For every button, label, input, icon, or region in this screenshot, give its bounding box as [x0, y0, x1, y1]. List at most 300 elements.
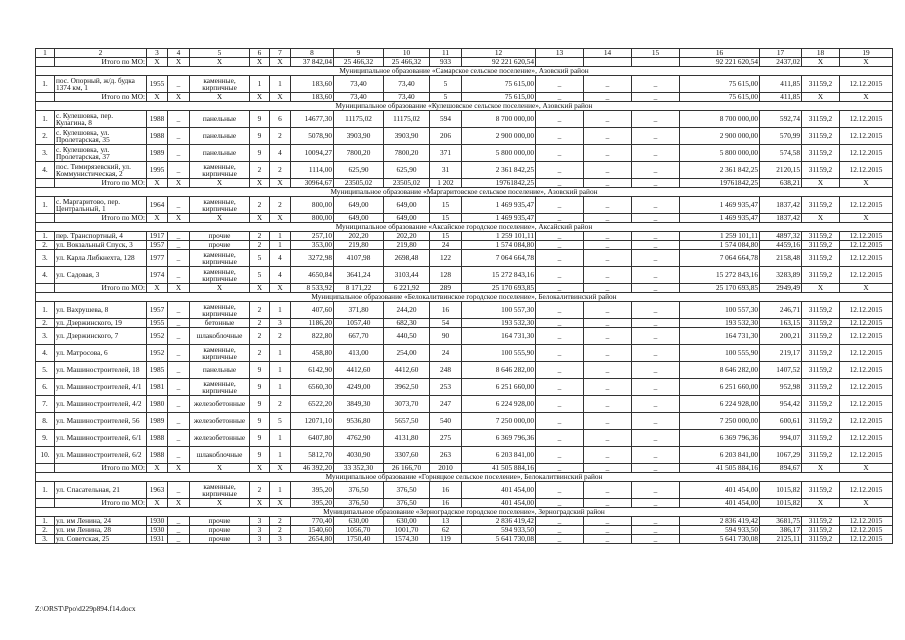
- table-cell: 5.: [36, 362, 55, 379]
- table-cell: X: [840, 464, 893, 473]
- table-cell: каменные, кирпичные: [190, 267, 250, 284]
- table-cell: 1931: [147, 535, 168, 544]
- table-cell: 1988: [147, 430, 168, 447]
- table-cell: [584, 58, 632, 67]
- table-cell: 31: [430, 162, 462, 179]
- table-cell: 2: [250, 302, 270, 319]
- table-cell: 1988: [147, 128, 168, 145]
- table-cell: 5657,50: [384, 413, 430, 430]
- table-cell: 31159,2: [802, 319, 840, 328]
- table-cell: _: [536, 345, 584, 362]
- table-cell: _: [536, 284, 584, 293]
- table-cell: _: [168, 197, 190, 214]
- municipality-section-row: [36, 67, 893, 76]
- table-cell: _: [584, 93, 632, 102]
- table-row: [36, 319, 893, 328]
- table-cell: 183,60: [291, 93, 334, 102]
- table-cell: X: [840, 284, 893, 293]
- table-cell: 75 615,00: [462, 76, 536, 93]
- table-cell: 822,80: [291, 328, 334, 345]
- table-cell: ул. им Ленина, 24: [55, 517, 147, 526]
- table-cell: _: [536, 535, 584, 544]
- table-cell: _: [536, 214, 584, 223]
- table-cell: _: [168, 76, 190, 93]
- table-cell: 592,74: [760, 111, 802, 128]
- table-cell: 9: [250, 362, 270, 379]
- table-cell: 3.: [36, 250, 55, 267]
- table-cell: 10.: [36, 447, 55, 464]
- table-cell: 4459,16: [760, 241, 802, 250]
- table-cell: 31159,2: [802, 345, 840, 362]
- table-cell: _: [584, 499, 632, 508]
- table-cell: 100 555,90: [680, 345, 760, 362]
- table-cell: 413,00: [334, 345, 384, 362]
- table-cell: 1989: [147, 413, 168, 430]
- table-cell: 625,90: [334, 162, 384, 179]
- table-cell: 16: [430, 499, 462, 508]
- table-cell: железобетонные: [190, 413, 250, 430]
- table-cell: 401 454,00: [680, 482, 760, 499]
- table-cell: 1.: [36, 76, 55, 93]
- table-cell: _: [632, 232, 680, 241]
- table-cell: 5812,70: [291, 447, 334, 464]
- table-cell: _: [632, 430, 680, 447]
- table-cell: X: [270, 58, 291, 67]
- table-cell: панельные: [190, 362, 250, 379]
- table-cell: 6 203 841,00: [680, 447, 760, 464]
- table-cell: 6522,20: [291, 396, 334, 413]
- table-cell: 164 731,30: [462, 328, 536, 345]
- table-cell: [36, 284, 55, 293]
- municipality-title: Муниципальное образование «Кулешовское сельское поселение», Азовский район: [36, 102, 893, 111]
- column-number-cell: 6: [250, 49, 270, 58]
- table-cell: 1: [270, 76, 291, 93]
- table-cell: _: [536, 162, 584, 179]
- table-cell: 12.12.2015: [840, 482, 893, 499]
- table-cell: X: [168, 284, 190, 293]
- table-cell: с. Кулешовка, пер. Кулагина, 8: [55, 111, 147, 128]
- table-cell: 3: [250, 535, 270, 544]
- table-cell: ул. Вахрушева, 8: [55, 302, 147, 319]
- table-cell: 247: [430, 396, 462, 413]
- table-cell: _: [584, 232, 632, 241]
- table-cell: X: [168, 93, 190, 102]
- table-cell: 1977: [147, 250, 168, 267]
- table-cell: ул. Спасательная, 21: [55, 482, 147, 499]
- table-cell: 12.12.2015: [840, 430, 893, 447]
- table-cell: 4897,32: [760, 232, 802, 241]
- table-cell: 12.12.2015: [840, 302, 893, 319]
- table-cell: _: [168, 535, 190, 544]
- table-cell: 193 532,30: [462, 319, 536, 328]
- column-number-row: [36, 49, 893, 58]
- subtotal-row: [36, 93, 893, 102]
- table-cell: прочие: [190, 241, 250, 250]
- table-cell: 8 700 000,00: [680, 111, 760, 128]
- table-cell: панельные: [190, 128, 250, 145]
- table-cell: 2437,02: [760, 58, 802, 67]
- table-cell: каменные, кирпичные: [190, 76, 250, 93]
- table-cell: _: [168, 482, 190, 499]
- table-cell: 1057,40: [334, 319, 384, 328]
- table-cell: 3272,98: [291, 250, 334, 267]
- table-cell: _: [632, 111, 680, 128]
- table-cell: 6142,90: [291, 362, 334, 379]
- table-cell: X: [168, 464, 190, 473]
- table-cell: _: [536, 145, 584, 162]
- table-cell: _: [536, 464, 584, 473]
- table-cell: 682,30: [384, 319, 430, 328]
- table-cell: 9.: [36, 430, 55, 447]
- table-cell: 2158,48: [760, 250, 802, 267]
- table-cell: _: [584, 162, 632, 179]
- table-cell: _: [168, 241, 190, 250]
- table-cell: 31159,2: [802, 430, 840, 447]
- table-cell: 8 171,22: [334, 284, 384, 293]
- table-cell: _: [536, 482, 584, 499]
- housing-register-table: [35, 48, 893, 544]
- table-cell: _: [632, 413, 680, 430]
- table-cell: X: [250, 93, 270, 102]
- document-table-area: [35, 48, 893, 544]
- table-cell: 4131,80: [384, 430, 430, 447]
- table-cell: X: [270, 499, 291, 508]
- table-cell: 3: [270, 535, 291, 544]
- table-row: [36, 396, 893, 413]
- table-cell: 1: [270, 430, 291, 447]
- table-cell: 119: [430, 535, 462, 544]
- table-cell: 12.12.2015: [840, 526, 893, 535]
- table-cell: _: [168, 302, 190, 319]
- table-cell: X: [147, 179, 168, 188]
- table-cell: 1930: [147, 517, 168, 526]
- table-cell: 2: [250, 162, 270, 179]
- table-cell: X: [168, 499, 190, 508]
- table-cell: 219,80: [384, 241, 430, 250]
- table-cell: 12.12.2015: [840, 328, 893, 345]
- table-cell: X: [802, 214, 840, 223]
- table-cell: 1980: [147, 396, 168, 413]
- table-cell: каменные, кирпичные: [190, 250, 250, 267]
- table-cell: 1917: [147, 232, 168, 241]
- table-cell: 2: [250, 241, 270, 250]
- table-cell: 31159,2: [802, 396, 840, 413]
- table-cell: 12.12.2015: [840, 396, 893, 413]
- document-file-path: Z:\ORST\Ppo\d229p894.f14.docx: [35, 604, 136, 613]
- table-cell: 5 800 000,00: [680, 145, 760, 162]
- table-cell: 401 454,00: [680, 499, 760, 508]
- table-cell: 8 533,92: [291, 284, 334, 293]
- table-cell: 9536,80: [334, 413, 384, 430]
- table-cell: _: [536, 413, 584, 430]
- table-cell: 2: [270, 517, 291, 526]
- column-number-cell: 4: [168, 49, 190, 58]
- table-cell: панельные: [190, 145, 250, 162]
- table-cell: _: [168, 396, 190, 413]
- table-cell: _: [632, 128, 680, 145]
- table-cell: 1 469 935,47: [680, 214, 760, 223]
- table-cell: 3283,89: [760, 267, 802, 284]
- table-cell: каменные, кирпичные: [190, 162, 250, 179]
- table-cell: X: [802, 93, 840, 102]
- table-cell: X: [147, 93, 168, 102]
- table-cell: _: [536, 197, 584, 214]
- table-cell: 12.12.2015: [840, 379, 893, 396]
- table-cell: 2010: [430, 464, 462, 473]
- table-cell: _: [632, 535, 680, 544]
- table-cell: X: [250, 464, 270, 473]
- table-cell: _: [168, 145, 190, 162]
- table-cell: 31159,2: [802, 526, 840, 535]
- table-cell: 1: [270, 362, 291, 379]
- table-cell: 1995: [147, 162, 168, 179]
- table-row: [36, 162, 893, 179]
- table-row: [36, 128, 893, 145]
- table-cell: 12.12.2015: [840, 362, 893, 379]
- table-cell: _: [584, 362, 632, 379]
- table-row: [36, 111, 893, 128]
- table-cell: _: [632, 328, 680, 345]
- table-cell: каменные, кирпичные: [190, 379, 250, 396]
- table-row: [36, 232, 893, 241]
- table-cell: 4762,90: [334, 430, 384, 447]
- table-row: [36, 241, 893, 250]
- table-cell: _: [584, 145, 632, 162]
- table-cell: прочие: [190, 526, 250, 535]
- table-cell: 2 900 000,00: [462, 128, 536, 145]
- table-cell: 1574,30: [384, 535, 430, 544]
- table-cell: 248: [430, 362, 462, 379]
- table-cell: 5: [250, 250, 270, 267]
- table-cell: 12.12.2015: [840, 517, 893, 526]
- table-cell: X: [840, 499, 893, 508]
- table-cell: 183,60: [291, 76, 334, 93]
- table-cell: X: [250, 214, 270, 223]
- table-row: [36, 430, 893, 447]
- table-cell: X: [168, 58, 190, 67]
- table-cell: 4.: [36, 345, 55, 362]
- table-cell: X: [190, 58, 250, 67]
- table-cell: X: [190, 93, 250, 102]
- table-cell: 800,00: [291, 197, 334, 214]
- subtotal-row: [36, 464, 893, 473]
- table-cell: _: [168, 111, 190, 128]
- table-cell: 3307,60: [384, 447, 430, 464]
- table-cell: 353,00: [291, 241, 334, 250]
- column-number-cell: 14: [584, 49, 632, 58]
- column-number-cell: 17: [760, 49, 802, 58]
- table-cell: бетонные: [190, 319, 250, 328]
- table-cell: ул. Матросова, 6: [55, 345, 147, 362]
- table-cell: 11175,02: [384, 111, 430, 128]
- table-cell: 54: [430, 319, 462, 328]
- table-cell: прочие: [190, 517, 250, 526]
- column-number-cell: 7: [270, 49, 291, 58]
- table-cell: 9: [250, 413, 270, 430]
- table-cell: 2: [270, 328, 291, 345]
- table-cell: 31159,2: [802, 128, 840, 145]
- table-cell: 7800,20: [334, 145, 384, 162]
- table-cell: 1015,82: [760, 482, 802, 499]
- table-cell: 41 505 884,16: [680, 464, 760, 473]
- table-cell: 2654,80: [291, 535, 334, 544]
- table-cell: _: [168, 319, 190, 328]
- table-cell: 12.12.2015: [840, 447, 893, 464]
- table-cell: 1 469 935,47: [462, 214, 536, 223]
- table-cell: 31159,2: [802, 267, 840, 284]
- table-cell: _: [536, 362, 584, 379]
- table-cell: 630,00: [384, 517, 430, 526]
- table-cell: 4: [270, 267, 291, 284]
- table-cell: 630,00: [334, 517, 384, 526]
- table-cell: _: [584, 379, 632, 396]
- table-cell: 5 641 730,08: [680, 535, 760, 544]
- table-cell: 1981: [147, 379, 168, 396]
- table-cell: X: [250, 179, 270, 188]
- table-cell: 440,50: [384, 328, 430, 345]
- table-cell: 8.: [36, 413, 55, 430]
- table-cell: _: [584, 526, 632, 535]
- table-cell: 649,00: [334, 197, 384, 214]
- column-number-cell: 12: [462, 49, 536, 58]
- table-cell: 4.: [36, 267, 55, 284]
- table-cell: 9: [250, 128, 270, 145]
- table-cell: 1: [270, 447, 291, 464]
- table-cell: _: [584, 447, 632, 464]
- table-cell: 163,15: [760, 319, 802, 328]
- table-cell: 1: [270, 379, 291, 396]
- table-cell: 3: [270, 319, 291, 328]
- table-cell: [36, 499, 55, 508]
- table-cell: _: [168, 162, 190, 179]
- table-cell: _: [632, 214, 680, 223]
- table-cell: 16: [430, 302, 462, 319]
- table-cell: 1750,40: [334, 535, 384, 544]
- table-cell: 6 369 796,36: [462, 430, 536, 447]
- table-cell: 6 221,92: [384, 284, 430, 293]
- table-cell: с. Маргаритово, пер. Центральный, 1: [55, 197, 147, 214]
- table-cell: 24: [430, 345, 462, 362]
- table-cell: [36, 464, 55, 473]
- table-cell: 2698,48: [384, 250, 430, 267]
- table-cell: 73,40: [384, 93, 430, 102]
- table-cell: 2125,11: [760, 535, 802, 544]
- table-cell: 2 361 842,25: [680, 162, 760, 179]
- table-cell: _: [632, 241, 680, 250]
- table-cell: _: [632, 284, 680, 293]
- table-cell: каменные, кирпичные: [190, 482, 250, 499]
- table-cell: _: [632, 250, 680, 267]
- table-cell: железобетонные: [190, 430, 250, 447]
- table-cell: 1.: [36, 197, 55, 214]
- table-cell: с. Кулешовка, ул. Пролетарская, 37: [55, 145, 147, 162]
- table-cell: 12.12.2015: [840, 162, 893, 179]
- table-row: [36, 345, 893, 362]
- table-cell: 1955: [147, 76, 168, 93]
- subtotal-row: [36, 179, 893, 188]
- table-cell: 12.12.2015: [840, 319, 893, 328]
- table-cell: 1985: [147, 362, 168, 379]
- table-cell: 254,00: [384, 345, 430, 362]
- table-cell: 6 251 660,00: [462, 379, 536, 396]
- table-cell: _: [584, 267, 632, 284]
- table-cell: [36, 179, 55, 188]
- municipality-title: Муниципальное образование «Зерноградское городское поселение», Зерноградский район: [36, 508, 893, 517]
- table-cell: 2.: [36, 241, 55, 250]
- municipality-section-row: [36, 223, 893, 232]
- table-cell: [36, 214, 55, 223]
- table-cell: 92 221 620,54: [462, 58, 536, 67]
- table-cell: 13: [430, 517, 462, 526]
- table-cell: 10094,27: [291, 145, 334, 162]
- table-cell: Итого по МО:: [55, 464, 147, 473]
- municipality-section-row: [36, 102, 893, 111]
- table-cell: 3641,24: [334, 267, 384, 284]
- subtotal-row: [36, 499, 893, 508]
- table-cell: 5: [430, 76, 462, 93]
- table-row: [36, 517, 893, 526]
- table-cell: 894,67: [760, 464, 802, 473]
- table-cell: 3: [250, 526, 270, 535]
- table-cell: 31159,2: [802, 379, 840, 396]
- table-cell: 31159,2: [802, 76, 840, 93]
- table-cell: 31159,2: [802, 535, 840, 544]
- table-cell: 12071,10: [291, 413, 334, 430]
- table-cell: 4249,00: [334, 379, 384, 396]
- table-cell: ул. Вокзальный Спуск, 3: [55, 241, 147, 250]
- table-cell: 3: [250, 517, 270, 526]
- table-cell: 75 615,00: [462, 93, 536, 102]
- table-cell: 25 466,32: [384, 58, 430, 67]
- table-cell: _: [632, 93, 680, 102]
- table-cell: _: [168, 232, 190, 241]
- table-cell: 1930: [147, 526, 168, 535]
- table-cell: X: [250, 284, 270, 293]
- table-cell: 1964: [147, 197, 168, 214]
- table-cell: 2: [270, 128, 291, 145]
- table-cell: _: [632, 447, 680, 464]
- table-cell: 2: [270, 396, 291, 413]
- table-cell: 1 259 101,11: [462, 232, 536, 241]
- table-cell: ул. Советская, 25: [55, 535, 147, 544]
- table-cell: X: [190, 499, 250, 508]
- table-cell: [632, 58, 680, 67]
- table-cell: X: [168, 179, 190, 188]
- table-cell: ул. им Ленина, 28: [55, 526, 147, 535]
- table-cell: 62: [430, 526, 462, 535]
- table-cell: 2: [270, 162, 291, 179]
- table-cell: 4650,84: [291, 267, 334, 284]
- column-number-cell: 5: [190, 49, 250, 58]
- table-cell: _: [536, 128, 584, 145]
- table-cell: 376,50: [384, 482, 430, 499]
- table-cell: 5: [250, 267, 270, 284]
- table-cell: 9: [250, 430, 270, 447]
- table-cell: _: [584, 284, 632, 293]
- table-cell: _: [536, 267, 584, 284]
- table-cell: 12.12.2015: [840, 145, 893, 162]
- table-cell: _: [168, 362, 190, 379]
- table-cell: 31159,2: [802, 197, 840, 214]
- table-cell: 2.: [36, 526, 55, 535]
- table-cell: 12.12.2015: [840, 128, 893, 145]
- table-cell: _: [632, 526, 680, 535]
- table-cell: 458,80: [291, 345, 334, 362]
- municipality-section-row: [36, 473, 893, 482]
- table-cell: 3.: [36, 328, 55, 345]
- table-cell: ул. Машиностроителей, 6/2: [55, 447, 147, 464]
- table-cell: X: [270, 179, 291, 188]
